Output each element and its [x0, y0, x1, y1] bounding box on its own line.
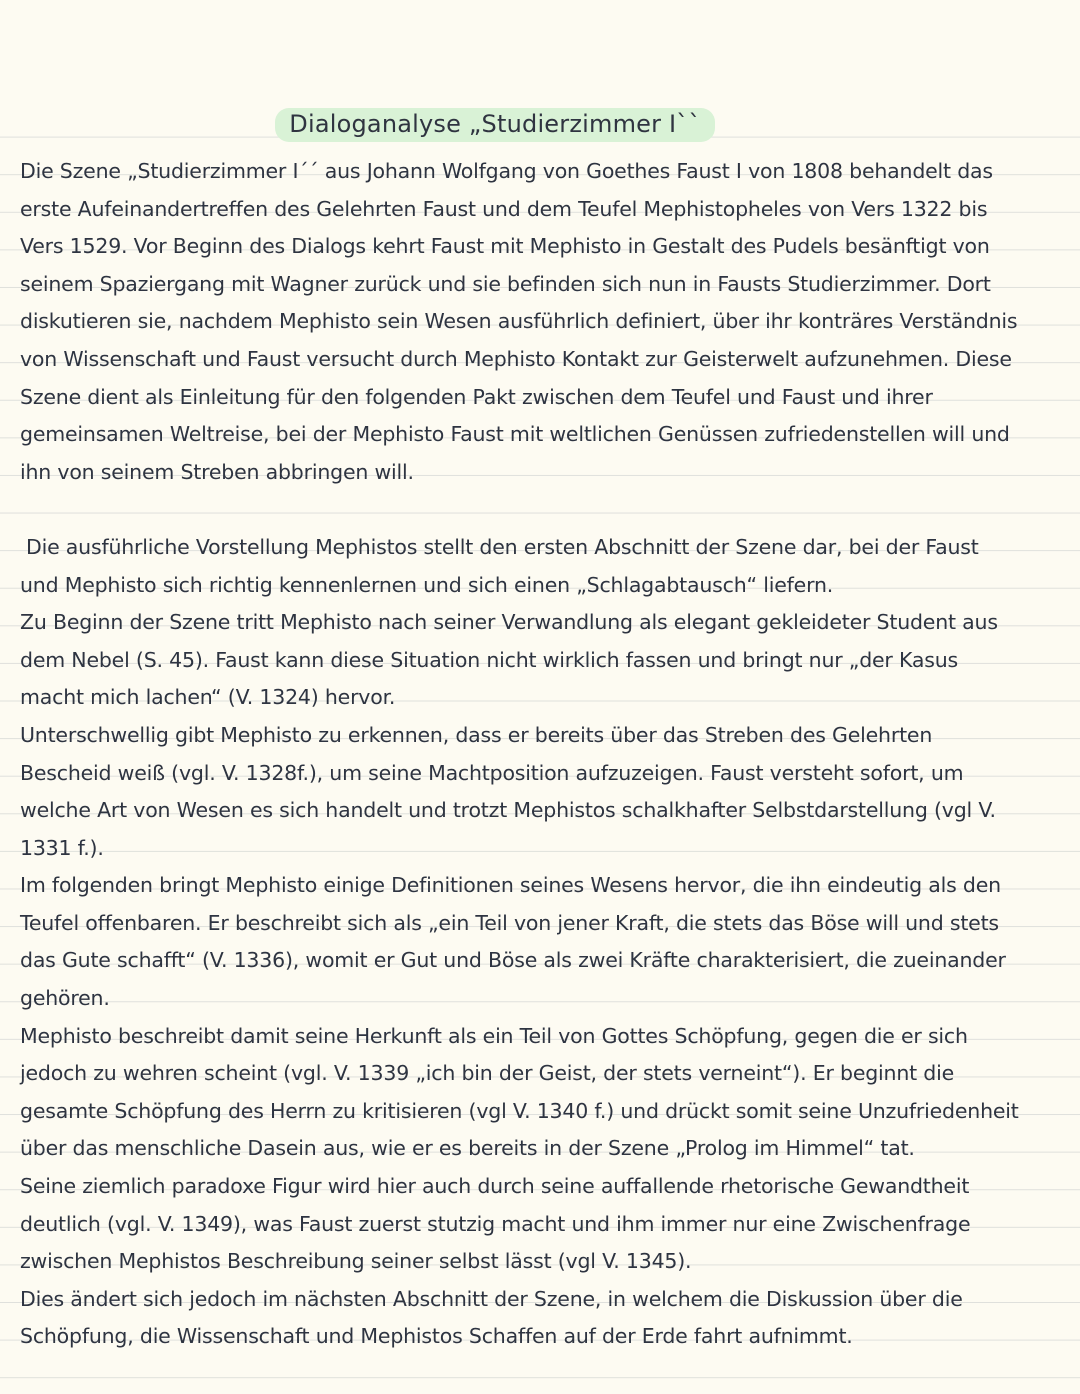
paragraph-intro: Die Szene „Studierzimmer I´´ aus Johann Wolfgang von Goethes Faust I von 1808 behandelt das erste Aufeinandertreffen des Gelehrten Faust und dem Teufel Mephistopheles von Vers 1322 bis Vers 1529. Vor Beginn des Dialogs kehrt Faust mit Mephisto in Gestalt des Pudels besänftigt von seinem Spaziergang mit Wagner zurück und sie befinden sich nun in Fausts Studierzimmer. Dort diskutieren sie, nachdem Mephisto sein Wesen ausführlich definiert, über ihr konträres Verständnis von Wissenschaft und Faust versucht durch Mephisto Kontakt zur Geisterwelt aufzunehmen. Diese Szene dient als Einleitung für den folgenden Pakt zwischen dem Teufel und Faust und ihrer gemeinsamen Weltreise, bei der Mephisto Faust mit weltlichen Genüssen zufriedenstellen will und ihn von seinem Streben abbringen will. — [20, 159, 1018, 484]
paragraph-section-7: Dies ändert sich jedoch im nächsten Abschnitt der Szene, in welchem die Diskussion über die Schöpfung, die Wissenschaft und Mephistos Schaffen auf der Erde fahrt aufnimmt. — [20, 1286, 963, 1349]
paragraph-section-4: Im folgenden bringt Mephisto einige Definitionen seines Wesens hervor, die ihn eindeutig als den Teufel offenbaren. Er beschreibt sich als „ein Teil von jener Kraft, die stets das Böse will und stets das Gute schafft“ (V. 1336), womit er Gut und Böse als zwei Kräfte charakterisiert, die zueinander gehören. — [20, 873, 1006, 1011]
title-row — [0, 108, 1080, 142]
paragraph-gap — [20, 491, 1020, 529]
page-top-margin — [0, 0, 1080, 100]
paragraph-section-2: Zu Beginn der Szene tritt Mephisto nach seiner Verwandlung als elegant gekleideter Student aus dem Nebel (S. 45). Faust kann diese Situation nicht wirklich fassen und bringt nur „der Kasus macht mich lachen“ (V. 1324) hervor. — [20, 610, 998, 710]
paragraph-section-1: Die ausführliche Vorstellung Mephistos stellt den ersten Abschnitt der Szene dar, bei der Faust und Mephisto sich richtig kennenlernen und sich einen „Schlagabtausch“ liefern. — [20, 534, 979, 597]
paragraph-section-6: Seine ziemlich paradoxe Figur wird hier auch durch seine auffallende rhetorische Gewandtheit deutlich (vgl. V. 1349), was Faust zuerst stutzig macht und ihm immer nur eine Zwischenfrage zwischen Mephistos Beschreibung seiner selbst lässt (vgl V. 1345). — [20, 1174, 971, 1274]
page-title: Dialoganalyse „Studierzimmer I`` — [275, 108, 714, 142]
paragraph-section-3: Unterschwellig gibt Mephisto zu erkennen, dass er bereits über das Streben des Gelehrten Bescheid weiß (vgl. V. 1328f.), um seine Machtposition aufzuzeigen. Faust versteht sofort, um welche Art von Wesen es sich handelt und trotzt Mephistos schalkhafter Selbstdarstellung (vgl V. 1331 f.). — [20, 722, 996, 860]
paragraph-section-5: Mephisto beschreibt damit seine Herkunft als ein Teil von Gottes Schöpfung, gegen die er sich jedoch zu wehren scheint (vgl. V. 1339 „ich bin der Geist, der stets verneint“). Er beginnt die gesamte Schöpfung des Herrn zu kritisieren (vgl V. 1340 f.) und drückt somit seine Unzufriedenheit über das menschliche Dasein aus, wie er es bereits in der Szene „Prolog im Himmel“ tat. — [20, 1023, 1019, 1161]
document-body — [20, 153, 1020, 1356]
